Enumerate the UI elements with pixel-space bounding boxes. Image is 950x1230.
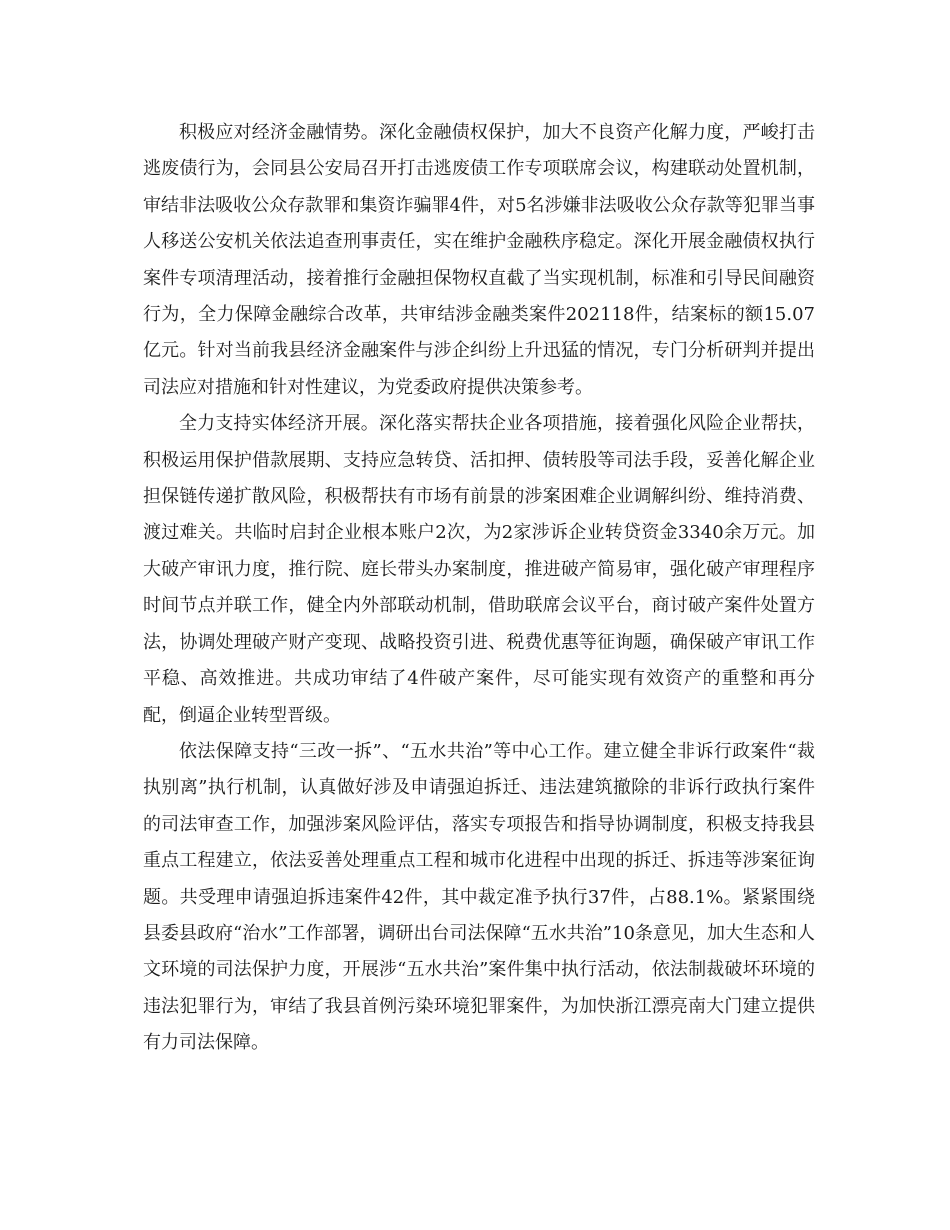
paragraph-financial-situation: 积极应对经济金融情势。深化金融债权保护，加大不良资产化解力度，严峻打击逃废债行为，会同县公安局召开打击逃废债工作专项联席会议，构建联动处置机制，审结非法吸收公众存款罪和集资诈骗罪4件，对5名涉嫌非法吸收公众存款等犯罪当事人移送公安机关依法追查刑事责任，实在维护金融秩序稳定。深化开展金融债权执行案件专项清理活动，接着推行金融担保物权直截了当实现机制，标准和引导民间融资行为，全力保障金融综合改革，共审结涉金融类案件202118件，结案标的额15.07亿元。针对当前我县经济金融案件与涉企纠纷上升迅猛的情况，专门分析研判并提出司法应对措施和针对性建议，为党委政府提供决策参考。	[143, 122, 815, 398]
paragraph-central-work-guarantee: 依法保障支持“三改一拆”、“五水共治”等中心工作。建立健全非诉行政案件“裁执别离”执行机制，认真做好涉及申请强迫拆迁、违法建筑撤除的非诉行政执行案件的司法审查工作，加强涉案风险评估，落实专项报告和指导协调制度，积极支持我县重点工程建立，依法妥善处理重点工程和城市化进程中出现的拆迁、拆违等涉案征询题。共受理申请强迫拆违案件42件，其中裁定准予执行37件，占88.1%。紧紧围绕县委县政府“治水”工作部署，调研出台司法保障“五水共治”10条意见，加大生态和人文环境的司法保护力度，开展涉“五水共治”案件集中执行活动，依法制裁破坏环境的违法犯罪行为，审结了我县首例污染环境犯罪案件，为加快浙江漂亮南大门建立提供有力司法保障。	[143, 740, 815, 1054]
document-body	[143, 115, 815, 1062]
paragraph-real-economy-support: 全力支持实体经济开展。深化落实帮扶企业各项措施，接着强化风险企业帮扶，积极运用保护借款展期、支持应急转贷、活扣押、债转股等司法手段，妥善化解企业担保链传递扩散风险，积极帮扶有市场有前景的涉案困难企业调解纠纷、维持消费、渡过难关。共临时启封企业根本账户2次，为2家涉诉企业转贷资金3340余万元。加大破产审讯力度，推行院、庭长带头办案制度，推进破产简易审，强化破产审理程序时间节点并联工作，健全内外部联动机制，借助联席会议平台，商讨破产案件处置方法，协调处理破产财产变现、战略投资引进、税费优惠等征询题，确保破产审讯工作平稳、高效推进。共成功审结了4件破产案件，尽可能实现有效资产的重整和再分配，倒逼企业转型晋级。	[143, 413, 815, 726]
